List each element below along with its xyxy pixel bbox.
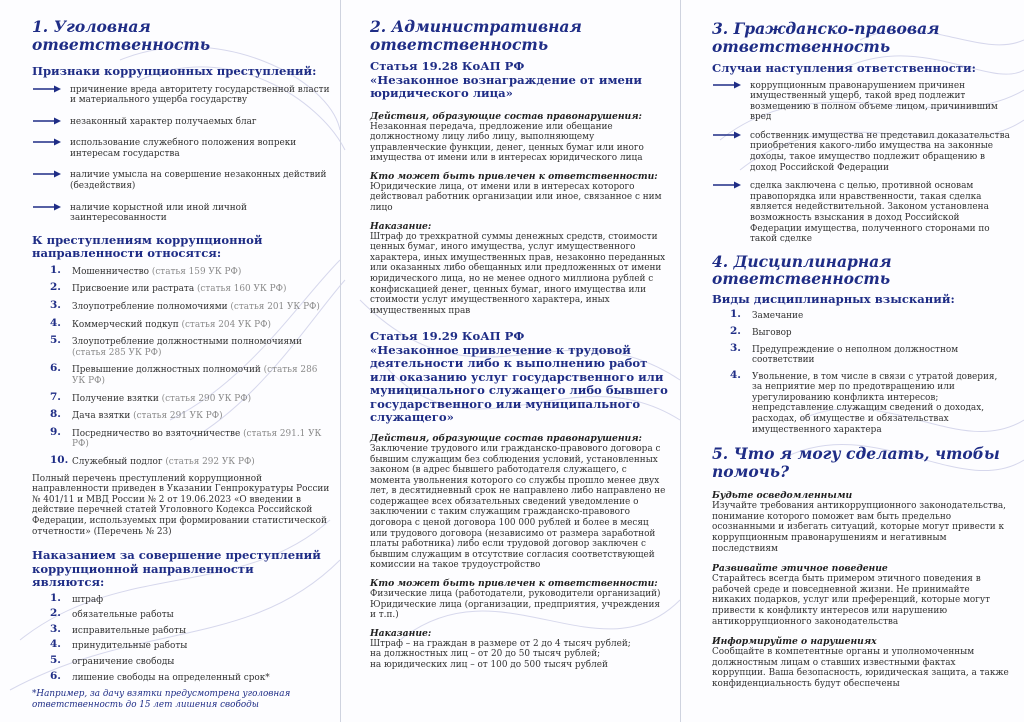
article-19-28-who-label: Кто может быть привлечен к ответственности: (370, 170, 658, 182)
article-reference: (статья 160 УК РФ) (196, 284, 287, 295)
list-number: 2. (730, 324, 741, 337)
help-item-text: Изучайте требования антикоррупционного законодательства, понимание которого поможет вам быть предельно осознанными и избегать ситуаций, которые могут привести к коррупционным правонарушениям и негативным последствиям (712, 501, 1006, 554)
list-number: 8. (50, 408, 61, 421)
list-item (32, 408, 330, 422)
section-title-criminal: 1. Уголовная ответственность (32, 17, 211, 54)
list-item (712, 324, 1010, 339)
list-number: 1. (50, 263, 61, 276)
list-item (32, 591, 330, 606)
list-item-text: Коммерческий подкуп (72, 319, 179, 330)
list-item-text: Служебный подлог (72, 456, 163, 467)
list-item-text: Предупреждение о неполном должностном соответствии (752, 344, 959, 366)
list-number: 4. (50, 316, 61, 329)
list-item (32, 263, 330, 278)
article-reference: (статья 286 УК РФ) (72, 365, 318, 386)
list-number: 2. (50, 607, 61, 620)
list-item-text: принудительные работы (72, 641, 188, 652)
article-19-29-who-label: Кто может быть привлечен к ответственности: (370, 578, 658, 590)
list-number: 3. (50, 299, 61, 312)
list-item (32, 453, 330, 468)
help-item-label: Будьте осведомленными (712, 490, 853, 502)
list-item-text: Замечание (752, 311, 804, 322)
arrow-icon (32, 116, 62, 126)
list-item (32, 607, 330, 621)
disciplinary-heading: Виды дисциплинарных взысканий: (712, 291, 955, 306)
arrow-icon (32, 84, 62, 94)
list-item (32, 654, 330, 668)
footnote: *Например, за дачу взятки предусмотрена уголовная ответственность до 15 лет лишения свободы (32, 689, 291, 711)
list-item-text: причинение вреда авторитету государственной власти и материального ущерба государству (70, 84, 330, 106)
column-administrative (340, 0, 680, 722)
list-item (32, 362, 330, 386)
disciplinary-list (712, 308, 1010, 435)
article-19-28-punish-label: Наказание: (370, 220, 432, 232)
list-item (32, 425, 330, 450)
list-number: 5. (50, 654, 61, 666)
list-item (32, 638, 330, 652)
list-number: 3. (50, 622, 61, 635)
list-item-text: обязательные работы (72, 610, 174, 621)
list-number: 5. (50, 334, 61, 347)
list-item-text: сделка заключена с целью, противной основам правопорядка или нравственности, такая сделка является недействительной. Законом установлена возможность взыскания в доход Российской Федерации имущества, полученного сторонами по такой сделке (750, 181, 990, 245)
list-item-text: Выговор (752, 327, 792, 338)
arrow-icon (32, 169, 62, 179)
article-reference: (статья 290 УК РФ) (161, 393, 252, 404)
list-item-text: Дача взятки (72, 411, 131, 422)
arrow-icon (712, 180, 742, 190)
list-item (32, 117, 330, 128)
list-item-text: Мошенничество (72, 266, 150, 277)
article-19-29-punish: Штраф – на граждан в размере от 2 до 4 тысяч рублей; на должностных лиц – от 20 до 50 тысяч рублей; на юридических лиц – от 100 до 500 тысяч рублей (370, 638, 631, 670)
article-reference: (статья 291.1 УК РФ) (72, 428, 322, 450)
list-item-text: исправительные работы (72, 625, 187, 636)
list-item (712, 81, 1010, 123)
list-number: 3. (730, 341, 741, 354)
list-item (32, 622, 330, 637)
list-item (712, 181, 1010, 245)
article-19-28-who: Юридические лица, от имени или в интересах которого действовал работник организации или иное, связанное с ним лицо (370, 181, 662, 214)
list-item-text: наличие корыстной или иной личной заинтересованности (70, 202, 247, 224)
signs-list (32, 85, 330, 224)
list-number: 9. (50, 425, 61, 438)
list-item (712, 308, 1010, 322)
article-reference: (статья 292 УК РФ) (165, 456, 255, 467)
cases-heading: Случаи наступления ответственности: (712, 61, 976, 75)
list-item (32, 85, 330, 106)
section-title-civil: 3. Гражданско-правовая ответственность (712, 19, 940, 56)
article-reference: (статья 159 УК РФ) (151, 266, 242, 277)
list-number: 4. (50, 638, 61, 651)
list-item-text: использование служебного положения вопреки интересам государства (70, 138, 297, 159)
punish-heading: Наказанием за совершение преступлений коррупционной направленности являются: (32, 548, 321, 590)
list-item (32, 203, 330, 224)
article-reference: (статья 201 УК РФ) (230, 302, 320, 313)
list-item (712, 341, 1010, 366)
list-number: 6. (50, 362, 61, 375)
help-item-text: Старайтесь всегда быть примером этичного поведения в рабочей среде и повседневной жизни. Не принимайте никаких подарков, услуг или преференций, которые могут привести к конфликту интересов или нарушению антикоррупционного законодательства (712, 574, 991, 627)
article-reference: (статья 204 УК РФ) (181, 319, 271, 330)
list-item-text: незаконный характер получаемых благ (70, 116, 257, 127)
list-number: 10. (50, 453, 69, 466)
help-list (712, 490, 1010, 689)
article-19-29-heading: Статья 19.29 КоАП РФ «Незаконное привлечение к трудовой деятельности либо к выполнению работ или оказанию услуг государственного или муниципального служащего либо бывшего государственного или муниципального служащего» (370, 329, 668, 425)
list-item-text: штраф (72, 594, 104, 605)
list-item (32, 138, 330, 159)
article-19-29-who: Физические лица (работодатели, руководители организаций) Юридические лица (организации, предприятия, учреждения и т.п.) (370, 589, 661, 621)
crimes-list (32, 263, 330, 468)
list-number: 1. (50, 591, 61, 604)
help-item-label: Информируйте о нарушениях (712, 636, 877, 648)
list-item-text: Посредничество во взяточничестве (72, 428, 241, 439)
article-19-28-actions-label: Действия, образующие состав правонарушения: (370, 110, 642, 122)
section-title-administrative: 2. Административная ответственность (370, 17, 582, 54)
article-19-29-actions-label: Действия, образующие состав правонарушения: (370, 432, 642, 444)
article-reference: (статья 285 УК РФ) (72, 347, 162, 358)
list-item (32, 281, 330, 295)
article-19-28-actions: Незаконная передача, предложение или обещание должностному лицу либо лицу, выполняющему управленческие функции, денег, ценных бумаг или иного имущества от имени или в интересах юридического лица (370, 121, 644, 164)
article-19-29-punish-label: Наказание: (370, 627, 432, 639)
article-reference: (статья 291 УК РФ) (133, 411, 223, 422)
list-item-text: наличие умысла на совершение незаконных действий (бездействия) (70, 170, 327, 192)
cases-list (712, 81, 1010, 245)
list-item-text: коррупционным правонарушением причинен имущественный ущерб, такой вред подлежит возмещению в полном объеме лицом, причинившим вред (750, 80, 998, 123)
list-item (32, 334, 330, 358)
list-item (712, 368, 1010, 436)
article-19-28-heading: Статья 19.28 КоАП РФ «Незаконное вознаграждение от имени юридического лица» (370, 59, 643, 100)
section-title-disciplinary: 4. Дисциплинарная ответственность (712, 251, 892, 289)
list-item-text: собственник имущества не представил доказательства приобретения какого-либо имущества на законные доходы, такое имущество подлежит обращению в доход Российской Федерации (750, 130, 1010, 173)
full-list-note: Полный перечень преступлений коррупционной направленности приведен в Указании Генпрокуратуры России № 401/11 и МВД России № 2 от 19.06.2023 «О введении в действие перечней статей Уголовного Кодекса Российской Федерации, используемых при формировании статистической отчетности» (Перечень № 23) (32, 473, 330, 537)
list-item (32, 170, 330, 191)
arrow-icon (712, 130, 742, 140)
list-item (32, 669, 330, 684)
help-item-text: Сообщайте в компетентные органы и уполномоченным должностным лицам о ставших известными фактах коррупции. Ваша безопасность, юридическая защита, а также конфиденциальность будут обеспечены (712, 647, 1009, 689)
article-19-29-actions: Заключение трудового или гражданско-правового договора с бывшим служащим без соблюдения условий, установленных законом (в адрес бывшего работодателя служащего, с момента увольнения которого со службы прошло менее двух лет, в десятидневный срок не направлено либо направлено не содержащее всех обязательных сведений уведомление о заключении с таким служащим гражданско-правового договора с ценой договора 100 000 рублей и более в месяц или трудового договора (независимо от размера заработной платы работника) либо если трудовой договор заключен с бывшим служащим в отсутствие согласия соответствующей комиссии на такое трудоустройство (370, 443, 666, 571)
arrow-icon (32, 202, 62, 212)
arrow-icon (32, 137, 62, 147)
list-number: 6. (50, 669, 61, 682)
help-item-label: Развивайте этичное поведение (712, 563, 888, 575)
list-number: 7. (50, 390, 61, 403)
list-number: 4. (730, 368, 741, 381)
list-item-text: ограничение свободы (72, 657, 175, 667)
signs-heading: Признаки коррупционных преступлений: (32, 64, 317, 78)
list-item-text: Получение взятки (72, 393, 159, 404)
list-number: 2. (50, 281, 61, 294)
list-item-text: лишение свободы на определенный срок* (72, 672, 270, 683)
list-item-text: Злоупотребление полномочиями (72, 302, 228, 313)
list-item-text: Злоупотребление должностными полномочиями (72, 337, 302, 348)
crimes-heading: К преступлениям коррупционной направленности относятся: (32, 232, 263, 261)
arrow-icon (712, 80, 742, 90)
punishments-list (32, 591, 330, 684)
column-civil (680, 0, 1024, 722)
list-number: 1. (730, 308, 741, 321)
list-item (32, 316, 330, 331)
list-item (712, 131, 1010, 173)
list-item-text: Превышение должностных полномочий (72, 365, 261, 376)
article-19-28-punish: Штраф до трехкратной суммы денежных средств, стоимости ценных бумаг, иного имущества, услуг имущественного характера, иных имущественных прав, незаконно переданных или оказанных либо обещанных или предложенных от имени юридического лица, но не менее одного миллиона рублей с конфискацией денег, ценных бумаг, иного имущества или стоимости услуг имущественного характера, иных имущественных прав (370, 231, 666, 316)
list-item-text: Присвоение или растрата (72, 284, 195, 295)
list-item (32, 299, 330, 313)
section-title-help: 5. Что я могу сделать, чтобы помочь? (712, 444, 1000, 481)
list-item (32, 390, 330, 405)
list-item-text: Увольнение, в том числе в связи с утратой доверия, за неприятие мер по предотвращению или урегулированию конфликта интересов; непредставление служащим сведений о доходах, расходах, об имуществе и обязательствах имущественного характера (752, 371, 998, 435)
column-criminal (0, 0, 340, 722)
